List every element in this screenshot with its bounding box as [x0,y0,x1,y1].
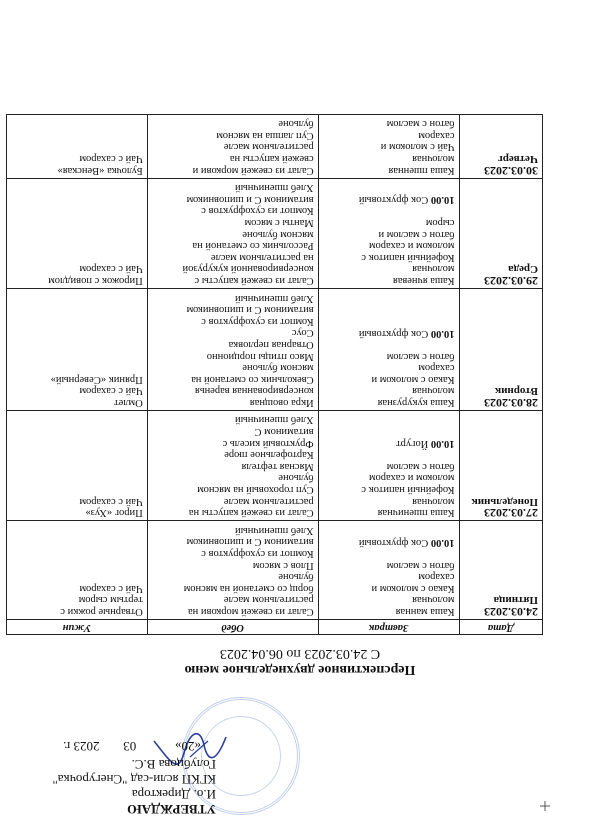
breakfast-item: батон с маслом [386,350,455,362]
lunch-item: Манты с мясом [244,217,314,228]
breakfast-item: молоком и сахаром [369,240,455,252]
approval-date-month: 03 [123,739,137,754]
dinner-item: Чай с сахаром [79,582,143,594]
header-breakfast: Завтрак [318,620,459,635]
lunch-item: Хлеб пшеничный [235,524,314,536]
day-cell [459,288,542,410]
dinner-cell [7,288,148,410]
day-weekday: Среда [508,263,538,276]
breakfast-item: Каша манная [395,606,455,617]
lunch-item: Фруктовый кисель с [222,437,314,449]
approval-signer: Голубцова В.С. [131,757,216,772]
lunch-item: Салат из свежей моркови и [192,164,314,176]
breakfast-item: Какао с молоком и [371,373,455,385]
lunch-item: бульоне [278,571,314,583]
snack-time: 10.00 [430,194,455,206]
breakfast-item: Чай с молоком и [380,141,455,153]
breakfast-item: сыром [425,217,455,228]
lunch-cell [147,410,318,520]
menu-day-row [7,114,543,178]
lunch-item: Салат из свежей моркови на [187,606,314,617]
lunch-item: Отварная перловка [228,338,314,350]
lunch-item: Плов с мясом [252,559,314,571]
breakfast-item: Каша пшенная [388,164,455,176]
approval-position: И.о. Директора [131,787,216,802]
dinner-item: Пирожок с повидлом [48,274,143,286]
lunch-item: бульоне [278,472,314,484]
menu-day-row [7,178,543,288]
approval-date-day: «20» [175,739,201,754]
breakfast-item: батон с маслом [386,559,455,571]
lunch-item: витамином С [254,426,314,438]
breakfast-item: батон с маслом и [378,228,455,240]
day-weekday: Вторник [494,385,538,398]
lunch-item: на растительном масле [210,251,314,263]
breakfast-item: Каша кукурузная [377,396,455,408]
day-weekday: Понедельник [471,495,538,508]
dinner-cell [7,178,148,288]
lunch-item: консервированной кукурузой [182,263,314,275]
menu-day-row [7,521,543,620]
dinner-item: Пряник «Северный» [50,373,143,385]
snack-item: Сок фруктовый [358,194,429,206]
breakfast-item: Каша пшеничная [377,507,455,519]
breakfast-item: батон с маслом [386,460,455,472]
lunch-item: Свекольник со сметаной на [191,373,314,385]
lunch-item: свежей капусты на [229,153,314,165]
lunch-item: Икра овощная [249,396,314,408]
breakfast-item: сахаром [418,571,455,583]
lunch-item: Мясная тефтеля [241,460,314,472]
snack-time: 10.00 [430,438,455,450]
menu-header-row [7,620,543,635]
dinner-item: Булочка «Венская» [57,164,143,176]
lunch-item: Картофельное пюре [224,449,314,461]
snack-line [323,438,455,450]
lunch-item: Хлеб пшеничный [235,292,314,304]
lunch-item: консервированная варенья [194,385,314,397]
breakfast-item: сахаром [418,129,455,141]
snack-line [323,536,455,548]
breakfast-item: Какао с молоком и [371,582,455,594]
lunch-item: Салат из свежей капусты на [188,507,314,519]
lunch-item: Мясо птицы порционно [206,350,314,362]
lunch-item: Салат из свежей капусты с [194,274,314,286]
menu-day-row [7,410,543,520]
dinner-item: Чай с сахаром [79,153,143,165]
lunch-item: мясном бульоне [242,228,314,240]
day-date: 29.03.2023 [484,273,538,288]
lunch-cell [147,114,318,178]
breakfast-cell [318,114,459,178]
header-lunch: Обед [147,620,318,635]
header-dinner: Ужин [7,620,148,635]
dinner-item: Чай с сахаром [79,263,143,275]
day-weekday: Пятница [493,594,538,607]
snack-line [323,194,455,206]
day-date: 28.03.2023 [484,395,538,410]
approval-date [6,739,216,754]
lunch-item: Хлеб пшеничный [235,414,314,426]
menu-body [7,114,543,619]
menu-day-row [7,288,543,410]
day-cell [459,114,542,178]
title-main: Перспективное двухнедельное меню [184,662,416,677]
lunch-item: Компот из сухофруктов с [201,205,314,217]
breakfast-item: сахаром [418,362,455,374]
document-title [0,645,600,677]
lunch-item: бульоне [278,118,314,130]
dinner-item: Отварные рожки с [60,606,143,617]
breakfast-cell [318,288,459,410]
dinner-cell [7,114,148,178]
dinner-item: тертым сыром [78,594,143,606]
dinner-cell [7,521,148,620]
lunch-item: растительном масле [223,495,314,507]
dinner-cell [7,410,148,520]
day-date: 30.03.2023 [484,163,538,178]
breakfast-cell [318,521,459,620]
day-date: 24.03.2023 [484,605,538,619]
lunch-item: растительном масле [223,141,314,153]
day-cell [459,178,542,288]
day-cell [459,521,542,620]
snack-item: Йогурт [396,438,429,450]
lunch-item: витамином С и шиповником [186,536,314,548]
lunch-item: Соус [291,327,314,339]
breakfast-item: молочная [412,153,455,165]
lunch-item: Компот из сухофруктов с [201,315,314,327]
lunch-cell [147,288,318,410]
snack-time: 10.00 [430,537,455,549]
lunch-item: Хлеб пшеничный [235,182,314,194]
breakfast-item: молочная [412,385,455,397]
dinner-item: Пирог «Хуз» [85,507,143,519]
breakfast-item: молоком и сахаром [369,472,455,484]
breakfast-item: молочная [412,495,455,507]
dinner-item: Чай с сахаром [79,495,143,507]
dinner-item: Чай с сахаром [79,385,143,397]
breakfast-cell [318,410,459,520]
lunch-item: Суп гороховый на мясном [197,484,314,496]
lunch-item: витамином С и шиповником [186,193,314,205]
lunch-item: Суп лапша на мясном [216,129,314,141]
approval-block [6,739,216,817]
lunch-item: борщ со сметаной на мясном [183,582,314,594]
header-date: Дата [459,620,542,635]
day-weekday: Четверг [497,153,538,166]
day-date: 27.03.2023 [484,506,538,521]
lunch-cell [147,178,318,288]
breakfast-item: батон с маслом [386,118,455,130]
breakfast-item: Кофейный напиток с [361,251,455,263]
scan-mark-icon [538,799,552,813]
snack-line [323,327,455,339]
snack-item: Сок фруктовый [358,327,429,339]
snack-time: 10.00 [430,327,455,339]
title-period: С 24.03.2023 по 06.04.2023 [219,646,381,661]
lunch-cell [147,521,318,620]
menu-table [6,114,543,635]
approval-date-year: 2023 г. [63,739,100,754]
dinner-item: Омлет [113,396,143,408]
lunch-item: мясном бульоне [242,362,314,374]
lunch-item: Рассольник со сметаной на [192,240,314,252]
day-cell [459,410,542,520]
breakfast-item: Каша ячневая [392,274,455,286]
lunch-item: Компот из сухофруктов с [201,548,314,560]
lunch-item: витамином С и шиповником [186,304,314,316]
breakfast-item: молочная [412,594,455,606]
breakfast-item: молочная [412,263,455,275]
lunch-item: растительном масле [223,594,314,606]
snack-item: Сок фруктовый [358,537,429,549]
breakfast-cell [318,178,459,288]
approval-header: УТВЕРЖДАЮ [127,802,216,817]
approval-organization: КГКП ясли-сад "Снегурочка" [52,772,216,787]
breakfast-item: Кофейный напиток с [361,484,455,496]
